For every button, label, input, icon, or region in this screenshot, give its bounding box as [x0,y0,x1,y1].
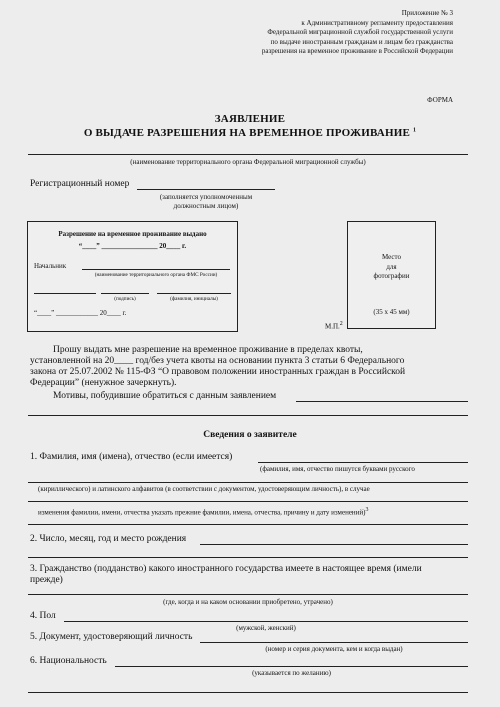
item3-field-1[interactable] [28,594,468,595]
form-label: ФОРМА [427,96,453,104]
reg-number-label: Регистрационный номер [30,179,130,189]
signature-caption: (подпись) [114,296,136,302]
appendix-header [262,9,453,57]
header-line-4: по выдаче иностранным гражданам и лицам без гражданства [270,37,453,46]
header-line-3: Федеральной миграционной службой государственной услуги [267,28,453,37]
page-subtitle [0,127,500,139]
photo-caption [348,253,435,282]
item3-label-1: 3. Гражданство (подданство) какого иностранного государства имеете в настоящее время (имели [30,564,422,574]
signature-field[interactable] [101,293,149,294]
header-line-5: разрешения на временное проживание в Российской Федерации [261,47,453,56]
item6-label: 6. Национальность [30,656,107,666]
item4-field[interactable] [64,621,468,622]
motives-label: Мотивы, побудившие обратиться с данным заявлением [53,391,277,401]
section-title: Сведения о заявителе [203,430,297,440]
item1-caption-3-text: изменения фамилии, имени, отчества указать прежние фамилии, имена, отчества, причину и дату изменений) [38,508,366,517]
header-line-1: Приложение № 3 [401,9,453,17]
photo-caption-2: для [386,262,397,271]
reg-number-field[interactable] [137,189,275,190]
photo-caption-1: Место [382,253,401,261]
request-line-1: Прошу выдать мне разрешение на временное проживание в пределах квоты, [53,345,363,355]
item1-field-3[interactable] [28,501,468,502]
item3-caption: (где, когда и на каком основании приобретено, утрачено) [163,598,333,606]
page-subtitle-text: О ВЫДАЧЕ РАЗРЕШЕНИЯ НА ВРЕМЕННОЕ ПРОЖИВАНИЕ [83,127,411,139]
item1-field-2[interactable] [28,482,468,483]
item2-label: 2. Число, месяц, год и место рождения [30,534,187,544]
item6-caption: (указывается по желанию) [252,669,331,677]
page-title: ЗАЯВЛЕНИЕ [214,113,286,125]
footnote-2: 2 [339,321,343,327]
footnote-1: 1 [412,127,417,134]
item5-field-1[interactable] [200,642,468,643]
head-org-caption: (наименование территориального органа ФМС России) [94,272,218,278]
item2-field-1[interactable] [200,544,468,545]
request-line-3: закона от 25.07.2002 № 115-ФЗ “О правовом положении иностранных граждан в Российской [30,367,406,377]
request-line-2: установленной на 20____ год/без учета квоты на основании пункта 3 статьи 6 Федерального [30,356,405,366]
stamp-place [325,321,343,330]
item5-label: 5. Документ, удостоверяющий личность [30,632,193,642]
motives-field-1[interactable] [296,401,468,402]
motives-field-2[interactable] [28,415,468,416]
stamp-label: М.П. [325,322,340,331]
request-line-4: Федерации” (ненужное зачеркнуть). [30,378,177,388]
footnote-3: 3 [365,507,369,513]
name-caption: (фамилия, инициалы) [170,296,218,302]
item3-label-2: прежде) [30,575,63,585]
item2-field-2[interactable] [28,557,468,558]
org-caption: (наименование территориального органа Федеральной миграционной службы) [130,158,366,166]
photo-caption-3: фотографии [373,272,410,281]
item6-field[interactable] [115,666,468,667]
item1-caption-2: (кириллического) и латинского алфавитов (в соответствии с документом, удостоверяющим личность), в случае [38,485,370,493]
permit-issued-box [27,221,238,332]
head-name-field[interactable] [157,293,231,294]
reg-caption-2: должностным лицом) [173,202,239,210]
item6-field-2[interactable] [28,692,468,693]
item1-field-4[interactable] [28,524,468,525]
head-org-field[interactable] [82,269,230,270]
head-position-field[interactable] [34,293,96,294]
item4-caption: (мужской, женский) [236,624,296,632]
permit-issue-date: “____” ________________ 20____ г. [78,242,187,250]
permit-sign-date: “____” ____________ 20____ г. [34,309,127,317]
item5-caption: (номер и серия документа, кем и когда выдан) [265,645,403,653]
head-label: Начальник [34,262,67,270]
photo-size: (35 х 45 мм) [373,308,410,316]
reg-caption [137,193,275,211]
reg-caption-1: (заполняется уполномоченным [159,193,253,201]
item4-label: 4. Пол [30,611,56,621]
item1-caption-1: (фамилия, имя, отчество пишутся буквами русского [260,465,415,473]
item1-label: 1. Фамилия, имя (имена), отчество (если имеется) [30,452,233,462]
header-line-2: к Административному регламенту предоставления [301,18,453,27]
photo-placeholder-box [347,221,436,329]
item1-caption-3 [38,507,369,516]
item1-field-1[interactable] [258,462,468,463]
permit-box-title: Разрешение на временное проживание выдано [58,230,207,238]
org-name-field[interactable] [28,154,468,155]
